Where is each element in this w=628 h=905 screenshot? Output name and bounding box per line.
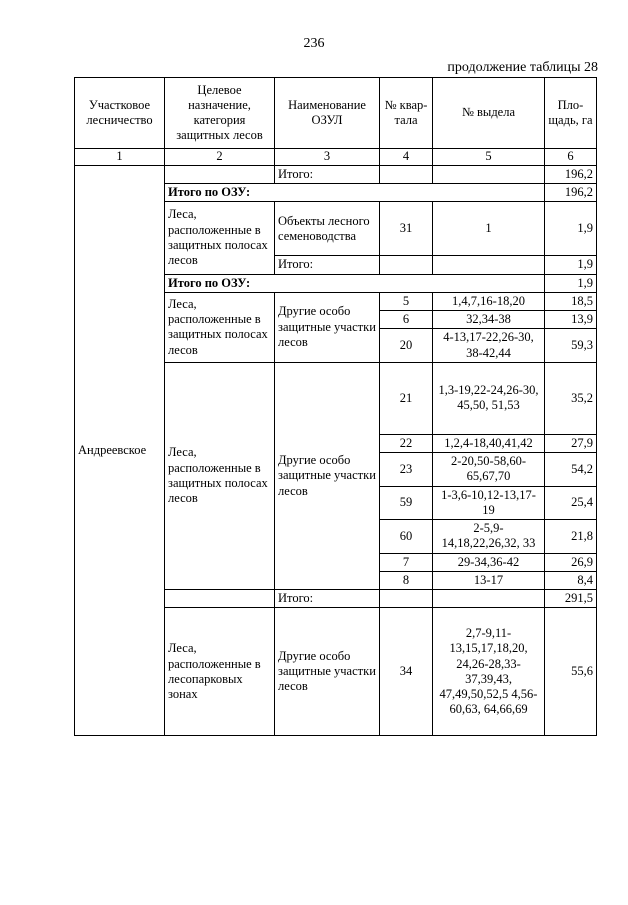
plot-cell: 1,4,7,16-18,20 [433,292,545,310]
area-cell: 35,2 [545,362,597,434]
category-cell: Леса, расположенные в защитных полосах лесов [165,362,275,589]
area-cell: 8,4 [545,571,597,589]
quarter-cell: 8 [380,571,433,589]
column-number: 4 [380,149,433,166]
empty-cell [380,165,433,183]
plot-cell: 1-3,6-10,12-13,17-19 [433,486,545,520]
area-cell: 21,8 [545,520,597,554]
plot-cell: 2-5,9-14,18,22,26,32, 33 [433,520,545,554]
category-cell: Леса, расположенные в лесопарковых зонах [165,608,275,736]
column-number-row [75,149,597,166]
header-category: Целевое назначение, категория защитных лесов [165,78,275,149]
plot-cell: 13-17 [433,571,545,589]
plot-cell: 1,3-19,22-24,26-30, 45,50, 51,53 [433,362,545,434]
ozul-cell: Другие особо защитные участки лесов [275,362,380,589]
table-row [75,165,597,183]
table-header-row [75,78,597,149]
header-area: Пло-щадь, га [545,78,597,149]
subtotal-label: Итого: [275,256,380,274]
subtotal-area: 196,2 [545,165,597,183]
column-number: 1 [75,149,165,166]
header-forestry: Участковое лесничество [75,78,165,149]
ozu-total-label: Итого по ОЗУ: [165,274,545,292]
plot-cell: 1 [433,202,545,256]
ozul-cell: Другие особо защитные участки лесов [275,292,380,362]
quarter-cell: 23 [380,453,433,487]
area-cell: 54,2 [545,453,597,487]
area-cell: 26,9 [545,553,597,571]
ozu-total-area: 1,9 [545,274,597,292]
empty-cell [433,165,545,183]
forestry-name: Андреевское [75,165,165,736]
plot-cell: 2,7-9,11-13,15,17,18,20, 24,26-28,33-37,39,43, 47,49,50,52,5 4,56-60,63, 64,66,69 [433,608,545,736]
column-number: 3 [275,149,380,166]
column-number: 2 [165,149,275,166]
area-cell: 18,5 [545,292,597,310]
area-cell: 55,6 [545,608,597,736]
ozu-total-area: 196,2 [545,184,597,202]
empty-cell [380,256,433,274]
plot-cell: 32,34-38 [433,311,545,329]
empty-cell [380,590,433,608]
area-cell: 25,4 [545,486,597,520]
plot-cell: 2-20,50-58,60-65,67,70 [433,453,545,487]
area-cell: 59,3 [545,329,597,363]
area-cell: 1,9 [545,202,597,256]
quarter-cell: 5 [380,292,433,310]
plot-cell: 29-34,36-42 [433,553,545,571]
ozul-cell: Другие особо защитные участки лесов [275,608,380,736]
empty-cell [433,256,545,274]
subtotal-area: 1,9 [545,256,597,274]
ozu-total-label: Итого по ОЗУ: [165,184,545,202]
subtotal-label: Итого: [275,165,380,183]
quarter-cell: 22 [380,434,433,452]
quarter-cell: 60 [380,520,433,554]
empty-cell [165,165,275,183]
forest-table [74,77,597,736]
quarter-cell: 31 [380,202,433,256]
empty-cell [433,590,545,608]
plot-cell: 4-13,17-22,26-30, 38-42,44 [433,329,545,363]
subtotal-area: 291,5 [545,590,597,608]
table-continuation-label: продолжение таблицы 28 [447,60,598,75]
header-quarter: № квар-тала [380,78,433,149]
quarter-cell: 7 [380,553,433,571]
quarter-cell: 6 [380,311,433,329]
subtotal-label: Итого: [275,590,380,608]
plot-cell: 1,2,4-18,40,41,42 [433,434,545,452]
header-plot: № выдела [433,78,545,149]
empty-cell [165,590,275,608]
category-cell: Леса, расположенные в защитных полосах лесов [165,292,275,362]
area-cell: 27,9 [545,434,597,452]
quarter-cell: 34 [380,608,433,736]
area-cell: 13,9 [545,311,597,329]
header-ozul: Наименование ОЗУЛ [275,78,380,149]
column-number: 5 [433,149,545,166]
quarter-cell: 59 [380,486,433,520]
ozul-cell: Объекты лесного семеноводства [275,202,380,256]
quarter-cell: 21 [380,362,433,434]
column-number: 6 [545,149,597,166]
quarter-cell: 20 [380,329,433,363]
category-cell: Леса, расположенные в защитных полосах лесов [165,202,275,274]
page-number: 236 [303,36,325,51]
